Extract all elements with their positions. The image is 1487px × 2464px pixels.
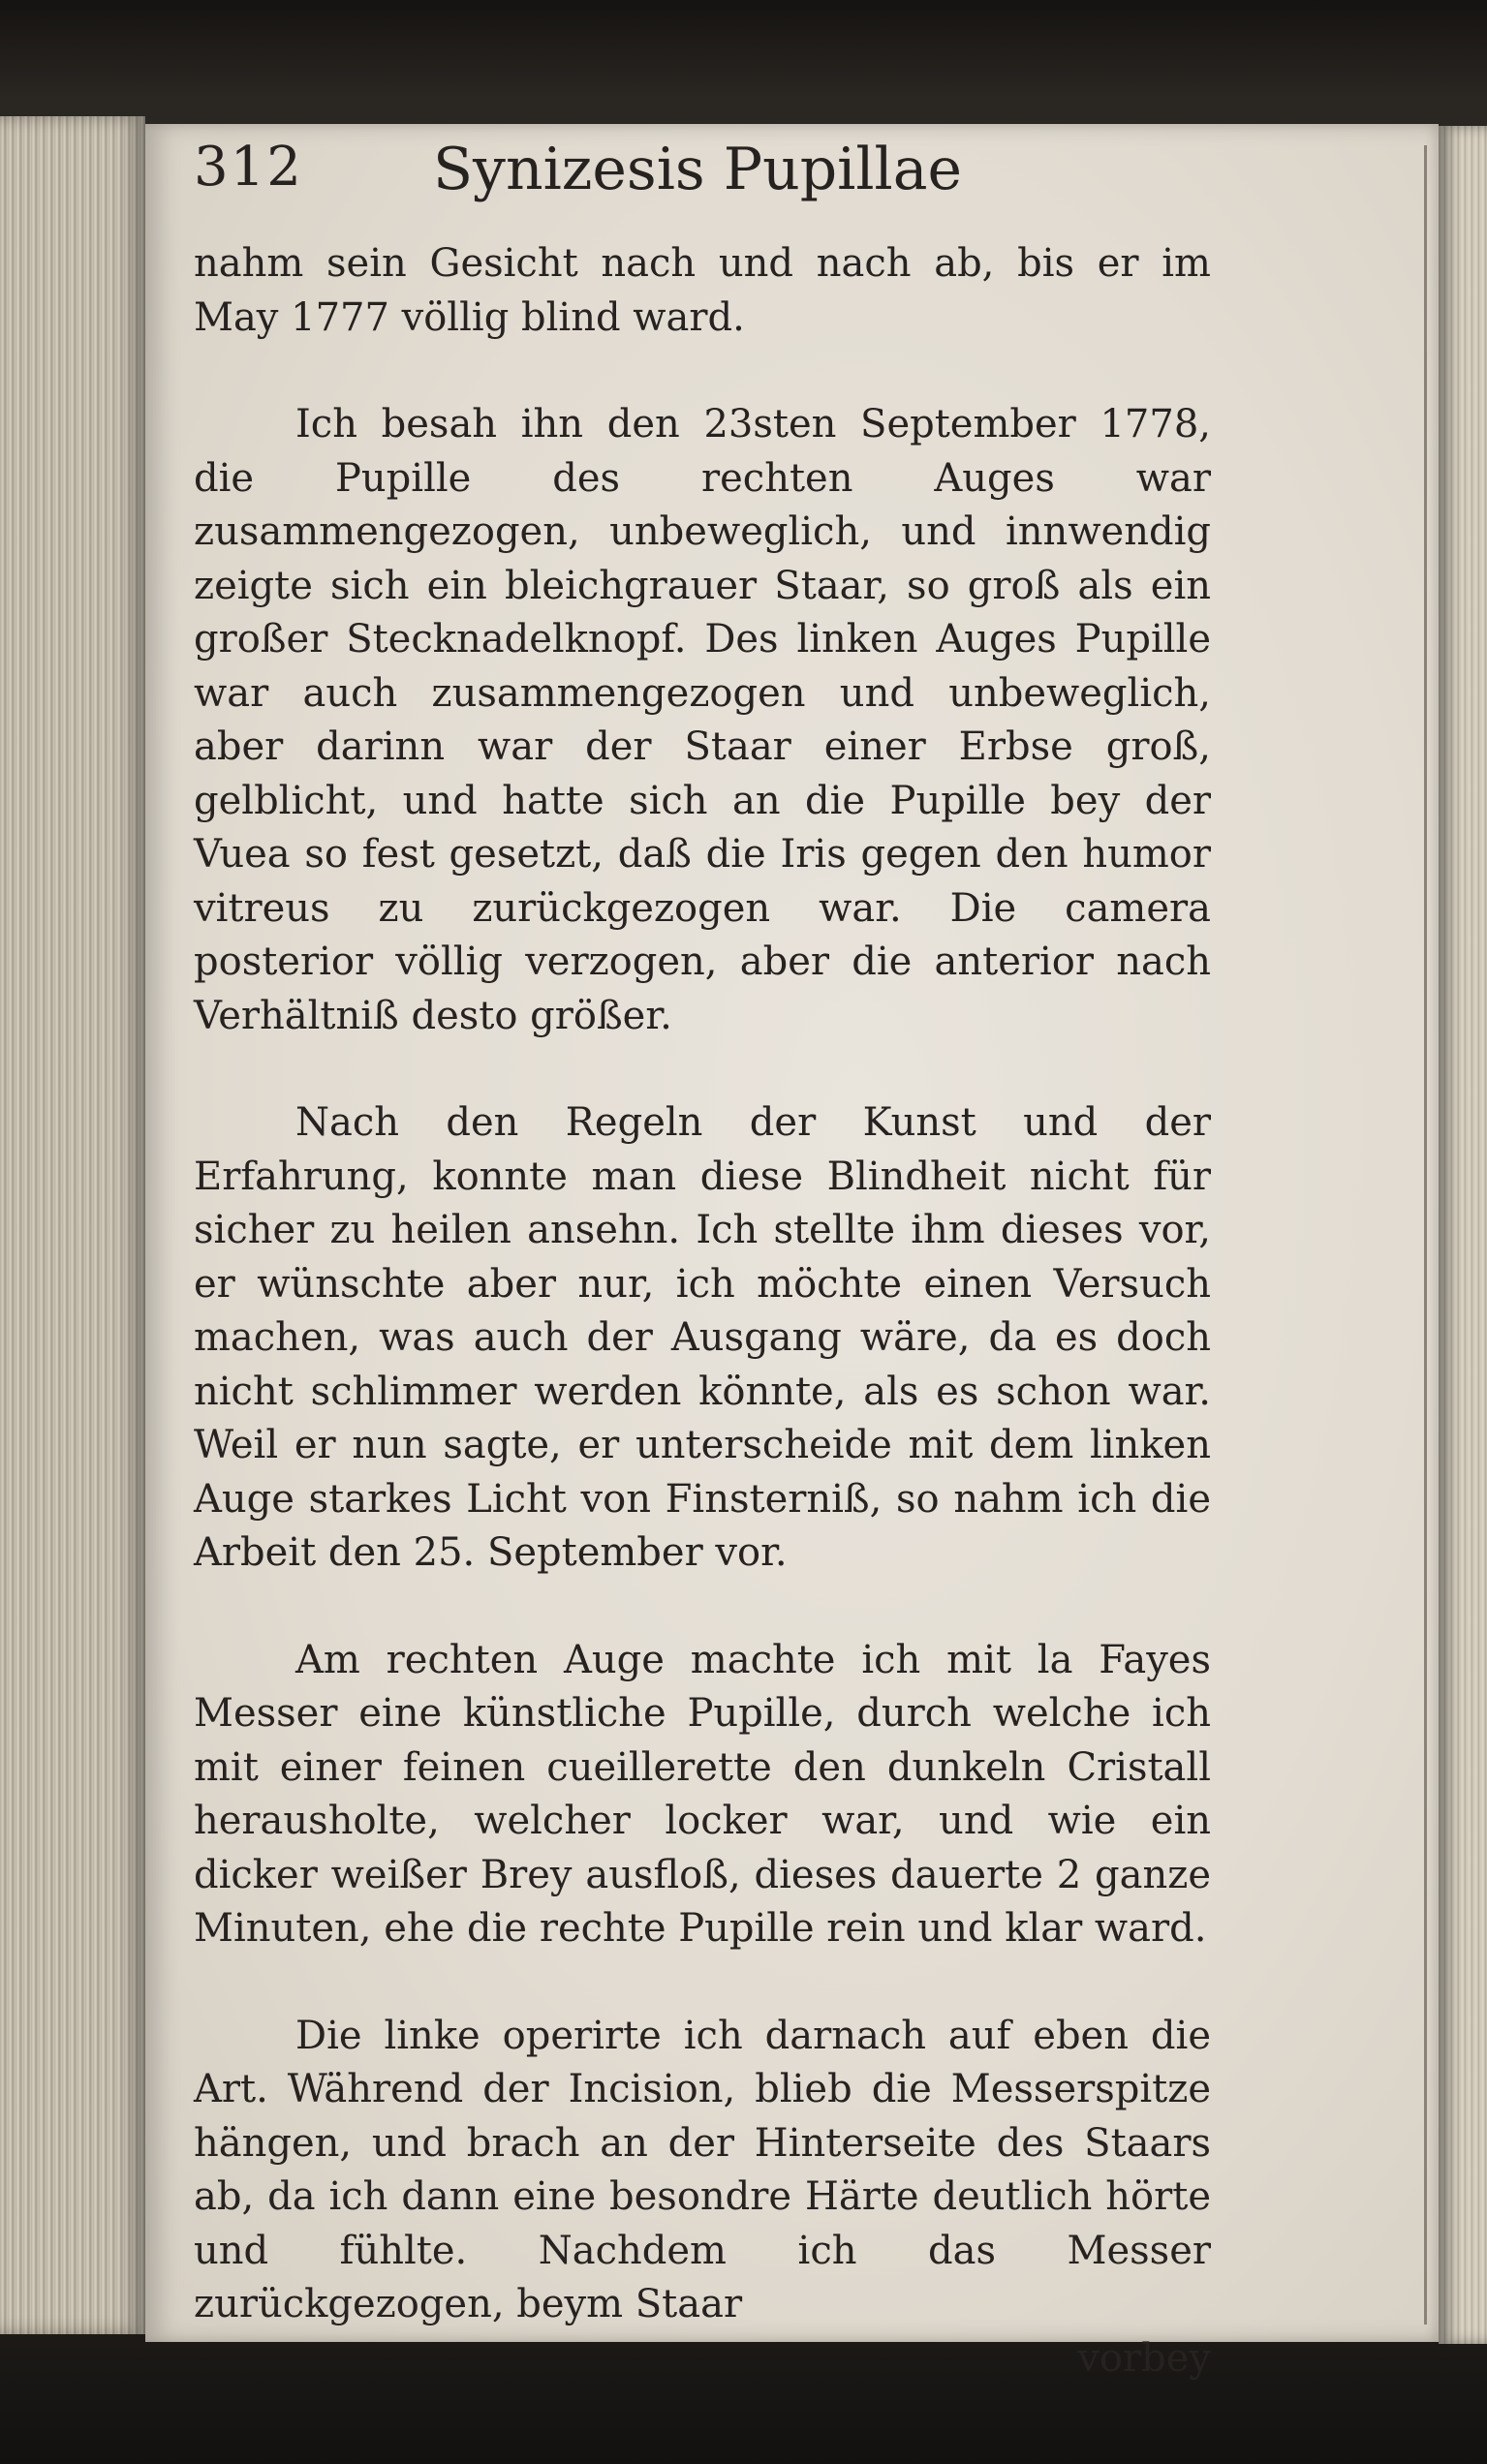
running-title: Synizesis Pupillae [432,136,963,203]
right-page-edges [1439,126,1487,2344]
page-number: 312 [194,136,303,199]
catchword: vorbey [1077,2335,1211,2381]
paragraph-continuation: nahm sein Gesicht nach und nach ab, bis er im May 1777 völlig blind ward. [194,241,1211,340]
left-page-edges [0,116,145,2334]
page-gutter-line [1424,145,1427,2325]
paragraph-examination: Ich besah ihn den 23sten September 1778, die Pupille des rechten Auges war zusammengezogen, unbeweglich, und innwendig zeigte sich ein bleichgrauer Staar, so groß als ein großer Stecknadelknopf. Des linken Auges Pupille war auch zusammengezogen und unbeweglich, aber darinn war der Staar einer Erbse groß, gelblicht, und hatte sich an die Pupille bey der Vuea so fest gesetzt, daß die Iris gegen den humor vitreus zu zurückgezogen war. Die camera posterior völlig verzogen, aber die anterior nach Verhältniß desto größer. [194,402,1211,1038]
body-text [194,237,1211,2386]
paragraph-decision: Nach den Regeln der Kunst und der Erfahrung, konnte man diese Blindheit nicht für sicher zu heilen ansehn. Ich stellte ihm dieses vor, er wünschte aber nur, ich möchte einen Versuch machen, was auch der Ausgang wäre, da es doch nicht schlimmer werden könnte, als es schon war. Weil er nun sagte, er unterscheide mit dem linken Auge starkes Licht von Finsterniß, so nahm ich die Arbeit den 25. September vor. [194,1100,1211,1575]
page-header [194,136,1201,213]
paragraph-right-eye: Am rechten Auge machte ich mit la Fayes Messer eine künstliche Pupille, durch welche ich mit einer feinen cueillerette den dunkeln Cristall herausholte, welcher locker war, und wie ein dicker weißer Brey ausfloß, dieses dauerte 2 ganze Minuten, ehe die rechte Pupille rein und klar ward. [194,1637,1211,1951]
paragraph-left-eye: Die linke operirte ich darnach auf eben die Art. Während der Incision, blieb die Messerspitze hängen, und brach an der Hinterseite des Staars ab, da ich dann eine besondre Härte deutlich hörte und fühlte. Nachdem ich das Messer zurückgezogen, beym Staar [194,2013,1211,2326]
